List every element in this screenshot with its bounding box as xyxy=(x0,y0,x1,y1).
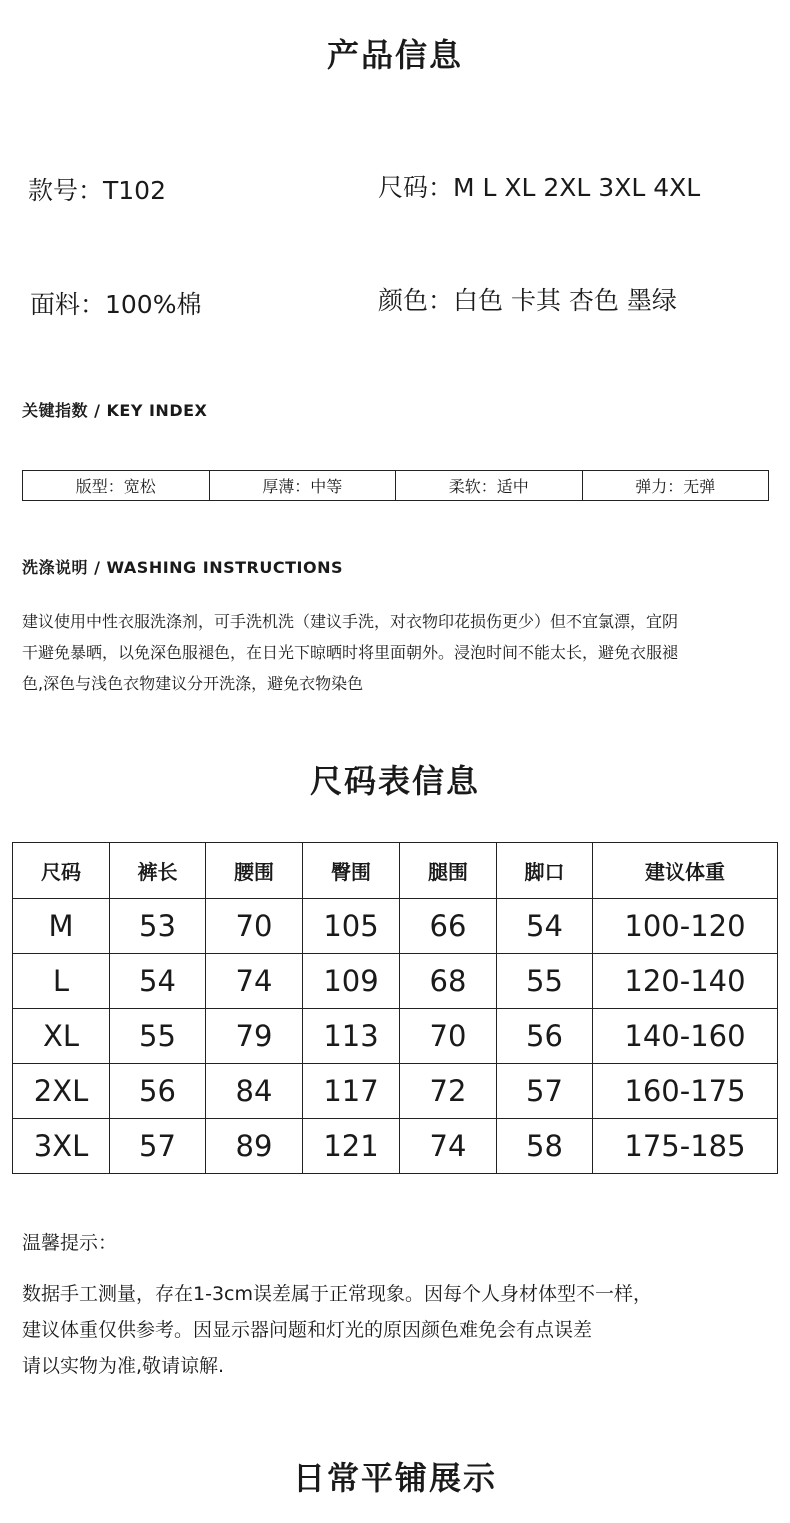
table-cell: 84 xyxy=(206,1064,303,1119)
table-cell: XL xyxy=(13,1009,110,1064)
table-cell: 58 xyxy=(497,1119,593,1174)
table-cell: 113 xyxy=(303,1009,400,1064)
table-cell: 175-185 xyxy=(593,1119,778,1174)
table-row xyxy=(13,954,778,1009)
key-index-elasticity: 弹力：无弹 xyxy=(635,477,716,496)
table-cell: 70 xyxy=(400,1009,497,1064)
tips-note xyxy=(22,1276,772,1384)
table-row xyxy=(13,1119,778,1174)
tips-heading: 温馨提示： xyxy=(22,1232,118,1254)
table-cell: 57 xyxy=(110,1119,206,1174)
table-cell: 3XL xyxy=(13,1119,110,1174)
table-cell: 56 xyxy=(110,1064,206,1119)
tips-line: 数据手工测量，存在1-3cm误差属于正常现象。因每个人身材体型不一样， xyxy=(22,1283,652,1305)
table-cell: 79 xyxy=(206,1009,303,1064)
column-header: 建议体重 xyxy=(593,843,778,899)
table-cell: 89 xyxy=(206,1119,303,1174)
size-chart-title: 尺码表信息 xyxy=(309,762,480,800)
key-index-table xyxy=(22,470,769,501)
table-cell: 53 xyxy=(110,899,206,954)
key-index-fit: 版型：宽松 xyxy=(23,471,210,500)
table-row xyxy=(13,1009,778,1064)
table-cell: 120-140 xyxy=(593,954,778,1009)
color-options: 颜色：白色 卡其 杏色 墨绿 xyxy=(378,286,677,315)
table-cell: 70 xyxy=(206,899,303,954)
column-header: 脚口 xyxy=(497,843,593,899)
washing-heading: 洗涤说明 / WASHING INSTRUCTIONS xyxy=(22,558,343,577)
table-cell: 2XL xyxy=(13,1064,110,1119)
table-cell: L xyxy=(13,954,110,1009)
key-index-softness: 柔软：适中 xyxy=(396,471,583,500)
washing-line: 干避免暴晒，以免深色服褪色，在日光下晾晒时将里面朝外。浸泡时间不能太长，避免衣服褪 xyxy=(22,643,679,662)
table-cell: 68 xyxy=(400,954,497,1009)
column-header: 腿围 xyxy=(400,843,497,899)
table-cell: 72 xyxy=(400,1064,497,1119)
tips-line: 请以实物为准,敬请谅解. xyxy=(22,1355,225,1377)
table-row xyxy=(13,1064,778,1119)
table-cell: 105 xyxy=(303,899,400,954)
table-cell: 109 xyxy=(303,954,400,1009)
table-cell: 55 xyxy=(497,954,593,1009)
table-cell: 54 xyxy=(110,954,206,1009)
table-cell: 66 xyxy=(400,899,497,954)
tips-line: 建议体重仅供参考。因显示器问题和灯光的原因颜色难免会有点误差 xyxy=(22,1319,593,1341)
table-cell: 74 xyxy=(400,1119,497,1174)
table-cell: 54 xyxy=(497,899,593,954)
washing-line: 色,深色与浅色衣物建议分开洗涤，避免衣物染色 xyxy=(22,674,364,693)
size-options: 尺码：M L XL 2XL 3XL 4XL xyxy=(378,173,701,202)
size-chart-table xyxy=(12,842,778,1174)
table-header-row xyxy=(13,843,778,899)
table-cell: 160-175 xyxy=(593,1064,778,1119)
flat-lay-display-title: 日常平铺展示 xyxy=(292,1459,497,1497)
table-cell: 100-120 xyxy=(593,899,778,954)
table-cell: 55 xyxy=(110,1009,206,1064)
key-index-heading: 关键指数 / KEY INDEX xyxy=(22,401,208,420)
table-cell: 117 xyxy=(303,1064,400,1119)
table-cell: 121 xyxy=(303,1119,400,1174)
table-cell: M xyxy=(13,899,110,954)
washing-instructions xyxy=(22,606,772,699)
column-header: 裤长 xyxy=(110,843,206,899)
column-header: 臀围 xyxy=(303,843,400,899)
column-header: 尺码 xyxy=(13,843,110,899)
table-cell: 57 xyxy=(497,1064,593,1119)
column-header: 腰围 xyxy=(206,843,303,899)
table-cell: 140-160 xyxy=(593,1009,778,1064)
table-row xyxy=(13,899,778,954)
style-number: 款号：T102 xyxy=(28,176,166,205)
fabric-info: 面料：100%棉 xyxy=(30,290,202,319)
key-index-thickness: 厚薄：中等 xyxy=(210,471,397,500)
washing-line: 建议使用中性衣服洗涤剂，可手洗机洗（建议手洗，对衣物印花损伤更少）但不宜氯漂，宜阴 xyxy=(22,612,679,631)
product-info-title: 产品信息 xyxy=(326,36,463,74)
table-cell: 74 xyxy=(206,954,303,1009)
table-cell: 56 xyxy=(497,1009,593,1064)
